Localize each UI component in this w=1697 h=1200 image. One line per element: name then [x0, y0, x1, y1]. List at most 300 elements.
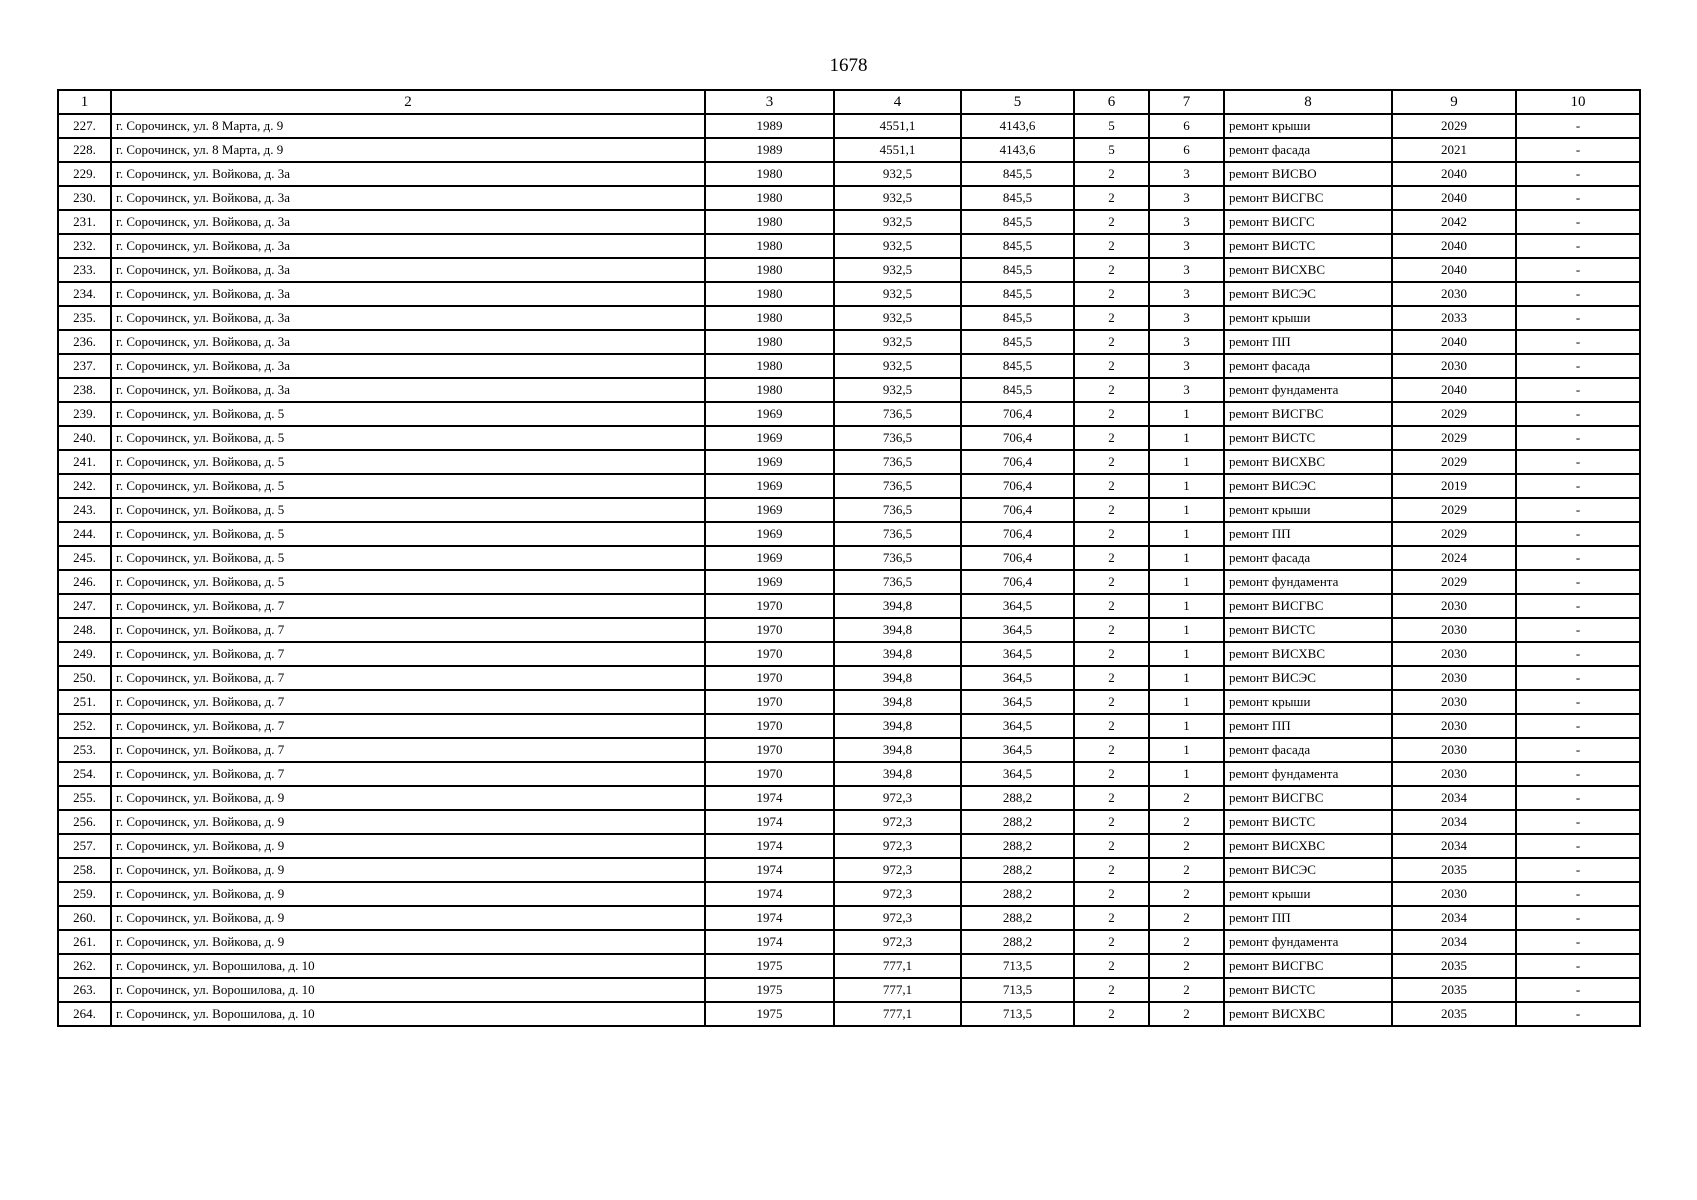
table-row: [58, 306, 1640, 330]
cell-note: -: [1516, 138, 1640, 162]
cell-work-type: ремонт фасада: [1224, 738, 1392, 762]
cell-total-area: 4551,1: [834, 138, 961, 162]
cell-note: -: [1516, 666, 1640, 690]
cell-entrances: 1: [1149, 546, 1224, 570]
cell-total-area: 932,5: [834, 330, 961, 354]
cell-planned-year: 2034: [1392, 810, 1516, 834]
cell-living-area: 706,4: [961, 546, 1074, 570]
cell-address: г. Сорочинск, ул. Войкова, д. 7: [111, 618, 705, 642]
cell-living-area: 288,2: [961, 906, 1074, 930]
cell-note: -: [1516, 906, 1640, 930]
cell-note: -: [1516, 594, 1640, 618]
cell-row-number: 243.: [58, 498, 111, 522]
cell-planned-year: 2029: [1392, 498, 1516, 522]
cell-row-number: 247.: [58, 594, 111, 618]
column-header-3: 3: [705, 90, 834, 114]
cell-row-number: 231.: [58, 210, 111, 234]
cell-work-type: ремонт крыши: [1224, 690, 1392, 714]
cell-address: г. Сорочинск, ул. 8 Марта, д. 9: [111, 138, 705, 162]
cell-planned-year: 2034: [1392, 906, 1516, 930]
cell-note: -: [1516, 858, 1640, 882]
cell-entrances: 1: [1149, 714, 1224, 738]
cell-floors: 5: [1074, 138, 1149, 162]
cell-entrances: 2: [1149, 930, 1224, 954]
cell-note: -: [1516, 738, 1640, 762]
table-row: [58, 930, 1640, 954]
cell-year-built: 1974: [705, 930, 834, 954]
cell-entrances: 3: [1149, 306, 1224, 330]
cell-row-number: 237.: [58, 354, 111, 378]
cell-planned-year: 2019: [1392, 474, 1516, 498]
cell-work-type: ремонт фасада: [1224, 138, 1392, 162]
cell-row-number: 233.: [58, 258, 111, 282]
table-row: [58, 522, 1640, 546]
column-header-8: 8: [1224, 90, 1392, 114]
cell-planned-year: 2040: [1392, 258, 1516, 282]
cell-row-number: 264.: [58, 1002, 111, 1026]
cell-planned-year: 2040: [1392, 330, 1516, 354]
cell-address: г. Сорочинск, ул. Войкова, д. 5: [111, 546, 705, 570]
cell-entrances: 6: [1149, 138, 1224, 162]
cell-work-type: ремонт ВИСХВС: [1224, 642, 1392, 666]
cell-entrances: 1: [1149, 594, 1224, 618]
cell-entrances: 3: [1149, 186, 1224, 210]
cell-planned-year: 2029: [1392, 570, 1516, 594]
cell-year-built: 1970: [705, 666, 834, 690]
cell-entrances: 2: [1149, 1002, 1224, 1026]
table-row: [58, 906, 1640, 930]
cell-entrances: 2: [1149, 786, 1224, 810]
cell-entrances: 1: [1149, 450, 1224, 474]
table-row: [58, 402, 1640, 426]
cell-address: г. Сорочинск, ул. Войкова, д. 7: [111, 738, 705, 762]
cell-note: -: [1516, 762, 1640, 786]
cell-work-type: ремонт фундамента: [1224, 930, 1392, 954]
cell-address: г. Сорочинск, ул. Войкова, д. 5: [111, 474, 705, 498]
cell-note: -: [1516, 234, 1640, 258]
cell-entrances: 1: [1149, 642, 1224, 666]
column-header-9: 9: [1392, 90, 1516, 114]
cell-year-built: 1980: [705, 378, 834, 402]
cell-work-type: ремонт ВИСГВС: [1224, 186, 1392, 210]
cell-planned-year: 2040: [1392, 378, 1516, 402]
cell-planned-year: 2030: [1392, 666, 1516, 690]
cell-work-type: ремонт крыши: [1224, 882, 1392, 906]
cell-entrances: 1: [1149, 570, 1224, 594]
cell-note: -: [1516, 930, 1640, 954]
table-row: [58, 546, 1640, 570]
cell-planned-year: 2035: [1392, 954, 1516, 978]
cell-year-built: 1974: [705, 810, 834, 834]
cell-entrances: 1: [1149, 426, 1224, 450]
table-row: [58, 762, 1640, 786]
table-row: [58, 978, 1640, 1002]
cell-work-type: ремонт ВИСХВС: [1224, 1002, 1392, 1026]
cell-living-area: 4143,6: [961, 138, 1074, 162]
cell-total-area: 394,8: [834, 618, 961, 642]
cell-year-built: 1974: [705, 906, 834, 930]
cell-total-area: 932,5: [834, 258, 961, 282]
cell-work-type: ремонт ВИСЭС: [1224, 858, 1392, 882]
cell-floors: 2: [1074, 906, 1149, 930]
cell-floors: 2: [1074, 426, 1149, 450]
table-row: [58, 1002, 1640, 1026]
cell-living-area: 845,5: [961, 210, 1074, 234]
cell-note: -: [1516, 282, 1640, 306]
cell-living-area: 706,4: [961, 570, 1074, 594]
cell-total-area: 972,3: [834, 906, 961, 930]
cell-year-built: 1980: [705, 282, 834, 306]
cell-floors: 2: [1074, 738, 1149, 762]
cell-note: -: [1516, 954, 1640, 978]
cell-work-type: ремонт ВИСЭС: [1224, 666, 1392, 690]
cell-row-number: 234.: [58, 282, 111, 306]
cell-address: г. Сорочинск, ул. Войкова, д. 7: [111, 642, 705, 666]
cell-living-area: 706,4: [961, 402, 1074, 426]
cell-planned-year: 2024: [1392, 546, 1516, 570]
cell-row-number: 260.: [58, 906, 111, 930]
cell-total-area: 972,3: [834, 858, 961, 882]
cell-year-built: 1989: [705, 114, 834, 138]
cell-row-number: 262.: [58, 954, 111, 978]
cell-total-area: 394,8: [834, 690, 961, 714]
cell-floors: 2: [1074, 618, 1149, 642]
cell-year-built: 1970: [705, 762, 834, 786]
cell-address: г. Сорочинск, ул. Ворошилова, д. 10: [111, 978, 705, 1002]
cell-year-built: 1970: [705, 618, 834, 642]
cell-living-area: 845,5: [961, 234, 1074, 258]
cell-planned-year: 2030: [1392, 618, 1516, 642]
cell-entrances: 1: [1149, 666, 1224, 690]
cell-address: г. Сорочинск, ул. Войкова, д. 3а: [111, 306, 705, 330]
cell-row-number: 263.: [58, 978, 111, 1002]
cell-total-area: 736,5: [834, 498, 961, 522]
cell-row-number: 239.: [58, 402, 111, 426]
cell-floors: 2: [1074, 522, 1149, 546]
cell-total-area: 972,3: [834, 786, 961, 810]
cell-living-area: 845,5: [961, 354, 1074, 378]
cell-row-number: 230.: [58, 186, 111, 210]
cell-floors: 2: [1074, 354, 1149, 378]
column-header-7: 7: [1149, 90, 1224, 114]
cell-row-number: 244.: [58, 522, 111, 546]
cell-address: г. Сорочинск, ул. Войкова, д. 3а: [111, 354, 705, 378]
cell-total-area: 394,8: [834, 714, 961, 738]
cell-entrances: 3: [1149, 162, 1224, 186]
cell-work-type: ремонт ПП: [1224, 906, 1392, 930]
cell-living-area: 288,2: [961, 930, 1074, 954]
cell-row-number: 229.: [58, 162, 111, 186]
table-row: [58, 282, 1640, 306]
cell-living-area: 288,2: [961, 810, 1074, 834]
table-row: [58, 162, 1640, 186]
cell-work-type: ремонт ВИСТС: [1224, 234, 1392, 258]
cell-entrances: 3: [1149, 354, 1224, 378]
cell-floors: 2: [1074, 258, 1149, 282]
cell-address: г. Сорочинск, ул. Войкова, д. 9: [111, 906, 705, 930]
cell-entrances: 1: [1149, 522, 1224, 546]
table-row: [58, 642, 1640, 666]
cell-entrances: 1: [1149, 738, 1224, 762]
column-header-1: 1: [58, 90, 111, 114]
cell-total-area: 394,8: [834, 594, 961, 618]
cell-year-built: 1980: [705, 258, 834, 282]
cell-floors: 2: [1074, 786, 1149, 810]
cell-address: г. Сорочинск, ул. Войкова, д. 7: [111, 594, 705, 618]
cell-entrances: 1: [1149, 690, 1224, 714]
cell-total-area: 736,5: [834, 474, 961, 498]
cell-row-number: 236.: [58, 330, 111, 354]
cell-total-area: 932,5: [834, 210, 961, 234]
cell-address: г. Сорочинск, ул. Войкова, д. 5: [111, 426, 705, 450]
cell-year-built: 1974: [705, 786, 834, 810]
cell-work-type: ремонт ВИСГВС: [1224, 954, 1392, 978]
cell-address: г. Сорочинск, ул. Войкова, д. 5: [111, 402, 705, 426]
cell-work-type: ремонт ВИСВО: [1224, 162, 1392, 186]
cell-total-area: 394,8: [834, 642, 961, 666]
column-header-4: 4: [834, 90, 961, 114]
cell-living-area: 288,2: [961, 834, 1074, 858]
cell-work-type: ремонт крыши: [1224, 114, 1392, 138]
cell-year-built: 1980: [705, 354, 834, 378]
cell-address: г. Сорочинск, ул. Войкова, д. 5: [111, 498, 705, 522]
cell-planned-year: 2033: [1392, 306, 1516, 330]
column-header-6: 6: [1074, 90, 1149, 114]
cell-row-number: 251.: [58, 690, 111, 714]
table-row: [58, 354, 1640, 378]
cell-living-area: 4143,6: [961, 114, 1074, 138]
cell-floors: 2: [1074, 474, 1149, 498]
cell-planned-year: 2040: [1392, 234, 1516, 258]
cell-entrances: 6: [1149, 114, 1224, 138]
cell-year-built: 1980: [705, 162, 834, 186]
cell-work-type: ремонт ВИСХВС: [1224, 258, 1392, 282]
column-header-10: 10: [1516, 90, 1640, 114]
cell-planned-year: 2029: [1392, 402, 1516, 426]
cell-total-area: 736,5: [834, 522, 961, 546]
cell-living-area: 288,2: [961, 786, 1074, 810]
column-header-2: 2: [111, 90, 705, 114]
cell-planned-year: 2030: [1392, 594, 1516, 618]
cell-address: г. Сорочинск, ул. Войкова, д. 9: [111, 810, 705, 834]
cell-note: -: [1516, 474, 1640, 498]
cell-row-number: 259.: [58, 882, 111, 906]
cell-planned-year: 2029: [1392, 522, 1516, 546]
cell-work-type: ремонт ВИСХВС: [1224, 834, 1392, 858]
cell-note: -: [1516, 330, 1640, 354]
cell-entrances: 2: [1149, 858, 1224, 882]
cell-entrances: 2: [1149, 906, 1224, 930]
cell-address: г. Сорочинск, ул. Ворошилова, д. 10: [111, 954, 705, 978]
cell-work-type: ремонт фундамента: [1224, 570, 1392, 594]
cell-note: -: [1516, 450, 1640, 474]
cell-address: г. Сорочинск, ул. Войкова, д. 5: [111, 570, 705, 594]
cell-row-number: 242.: [58, 474, 111, 498]
cell-year-built: 1980: [705, 186, 834, 210]
cell-entrances: 1: [1149, 402, 1224, 426]
table-row: [58, 738, 1640, 762]
cell-planned-year: 2030: [1392, 354, 1516, 378]
cell-work-type: ремонт ПП: [1224, 330, 1392, 354]
cell-planned-year: 2021: [1392, 138, 1516, 162]
cell-row-number: 235.: [58, 306, 111, 330]
table-row: [58, 714, 1640, 738]
cell-total-area: 972,3: [834, 930, 961, 954]
table-row: [58, 258, 1640, 282]
cell-planned-year: 2034: [1392, 834, 1516, 858]
cell-entrances: 3: [1149, 378, 1224, 402]
cell-living-area: 364,5: [961, 594, 1074, 618]
cell-planned-year: 2040: [1392, 162, 1516, 186]
cell-row-number: 248.: [58, 618, 111, 642]
cell-floors: 2: [1074, 810, 1149, 834]
cell-work-type: ремонт ПП: [1224, 522, 1392, 546]
cell-note: -: [1516, 162, 1640, 186]
cell-work-type: ремонт ВИСГВС: [1224, 786, 1392, 810]
cell-note: -: [1516, 354, 1640, 378]
cell-floors: 2: [1074, 666, 1149, 690]
table-row: [58, 234, 1640, 258]
cell-floors: 2: [1074, 978, 1149, 1002]
cell-living-area: 364,5: [961, 738, 1074, 762]
cell-address: г. Сорочинск, ул. Войкова, д. 3а: [111, 210, 705, 234]
cell-note: -: [1516, 546, 1640, 570]
cell-year-built: 1969: [705, 426, 834, 450]
page-number: 1678: [829, 55, 868, 76]
cell-note: -: [1516, 498, 1640, 522]
cell-row-number: 240.: [58, 426, 111, 450]
cell-year-built: 1969: [705, 522, 834, 546]
cell-total-area: 736,5: [834, 546, 961, 570]
cell-note: -: [1516, 570, 1640, 594]
cell-note: -: [1516, 690, 1640, 714]
cell-floors: 2: [1074, 546, 1149, 570]
cell-living-area: 845,5: [961, 282, 1074, 306]
cell-address: г. Сорочинск, ул. Войкова, д. 7: [111, 690, 705, 714]
cell-address: г. Сорочинск, ул. Войкова, д. 9: [111, 930, 705, 954]
cell-work-type: ремонт ВИСТС: [1224, 978, 1392, 1002]
cell-work-type: ремонт крыши: [1224, 306, 1392, 330]
cell-address: г. Сорочинск, ул. Войкова, д. 3а: [111, 378, 705, 402]
cell-floors: 2: [1074, 930, 1149, 954]
table-row: [58, 498, 1640, 522]
cell-entrances: 1: [1149, 498, 1224, 522]
cell-row-number: 256.: [58, 810, 111, 834]
cell-year-built: 1970: [705, 690, 834, 714]
cell-note: -: [1516, 306, 1640, 330]
cell-planned-year: 2042: [1392, 210, 1516, 234]
table-row: [58, 114, 1640, 138]
cell-planned-year: 2030: [1392, 642, 1516, 666]
table-row: [58, 378, 1640, 402]
cell-planned-year: 2034: [1392, 930, 1516, 954]
column-header-5: 5: [961, 90, 1074, 114]
cell-planned-year: 2035: [1392, 1002, 1516, 1026]
cell-year-built: 1969: [705, 450, 834, 474]
cell-floors: 2: [1074, 498, 1149, 522]
table-row: [58, 138, 1640, 162]
table-row: [58, 330, 1640, 354]
table-body: [58, 114, 1640, 1026]
table-row: [58, 882, 1640, 906]
table-row: [58, 954, 1640, 978]
cell-year-built: 1974: [705, 834, 834, 858]
cell-living-area: 706,4: [961, 426, 1074, 450]
cell-floors: 2: [1074, 834, 1149, 858]
cell-row-number: 257.: [58, 834, 111, 858]
cell-year-built: 1970: [705, 594, 834, 618]
cell-note: -: [1516, 258, 1640, 282]
cell-total-area: 394,8: [834, 666, 961, 690]
cell-entrances: 3: [1149, 234, 1224, 258]
table-row: [58, 474, 1640, 498]
cell-entrances: 2: [1149, 834, 1224, 858]
cell-year-built: 1980: [705, 330, 834, 354]
cell-living-area: 706,4: [961, 474, 1074, 498]
cell-total-area: 777,1: [834, 954, 961, 978]
table-row: [58, 786, 1640, 810]
cell-row-number: 246.: [58, 570, 111, 594]
cell-living-area: 706,4: [961, 450, 1074, 474]
cell-address: г. Сорочинск, ул. Войкова, д. 7: [111, 762, 705, 786]
cell-planned-year: 2030: [1392, 762, 1516, 786]
cell-address: г. Сорочинск, ул. Войкова, д. 3а: [111, 234, 705, 258]
cell-living-area: 706,4: [961, 522, 1074, 546]
cell-floors: 2: [1074, 186, 1149, 210]
table-row: [58, 450, 1640, 474]
cell-entrances: 1: [1149, 618, 1224, 642]
cell-total-area: 972,3: [834, 882, 961, 906]
cell-living-area: 845,5: [961, 330, 1074, 354]
cell-row-number: 228.: [58, 138, 111, 162]
cell-total-area: 394,8: [834, 738, 961, 762]
cell-entrances: 1: [1149, 474, 1224, 498]
cell-note: -: [1516, 186, 1640, 210]
cell-year-built: 1975: [705, 954, 834, 978]
cell-row-number: 232.: [58, 234, 111, 258]
cell-work-type: ремонт ПП: [1224, 714, 1392, 738]
cell-year-built: 1969: [705, 474, 834, 498]
cell-work-type: ремонт ВИСГВС: [1224, 402, 1392, 426]
cell-planned-year: 2030: [1392, 714, 1516, 738]
table-row: [58, 210, 1640, 234]
cell-row-number: 254.: [58, 762, 111, 786]
cell-address: г. Сорочинск, ул. Войкова, д. 9: [111, 786, 705, 810]
cell-year-built: 1974: [705, 882, 834, 906]
cell-year-built: 1969: [705, 570, 834, 594]
cell-living-area: 706,4: [961, 498, 1074, 522]
cell-address: г. Сорочинск, ул. Войкова, д. 7: [111, 714, 705, 738]
cell-total-area: 736,5: [834, 450, 961, 474]
cell-living-area: 364,5: [961, 690, 1074, 714]
cell-floors: 2: [1074, 282, 1149, 306]
cell-year-built: 1989: [705, 138, 834, 162]
cell-floors: 2: [1074, 594, 1149, 618]
cell-row-number: 253.: [58, 738, 111, 762]
cell-year-built: 1970: [705, 738, 834, 762]
cell-total-area: 932,5: [834, 162, 961, 186]
cell-row-number: 261.: [58, 930, 111, 954]
cell-total-area: 932,5: [834, 186, 961, 210]
cell-address: г. Сорочинск, ул. Войкова, д. 3а: [111, 162, 705, 186]
cell-work-type: ремонт ВИСТС: [1224, 810, 1392, 834]
cell-entrances: 2: [1149, 882, 1224, 906]
cell-work-type: ремонт фундамента: [1224, 762, 1392, 786]
cell-planned-year: 2040: [1392, 186, 1516, 210]
cell-total-area: 972,3: [834, 810, 961, 834]
cell-living-area: 364,5: [961, 762, 1074, 786]
cell-note: -: [1516, 618, 1640, 642]
